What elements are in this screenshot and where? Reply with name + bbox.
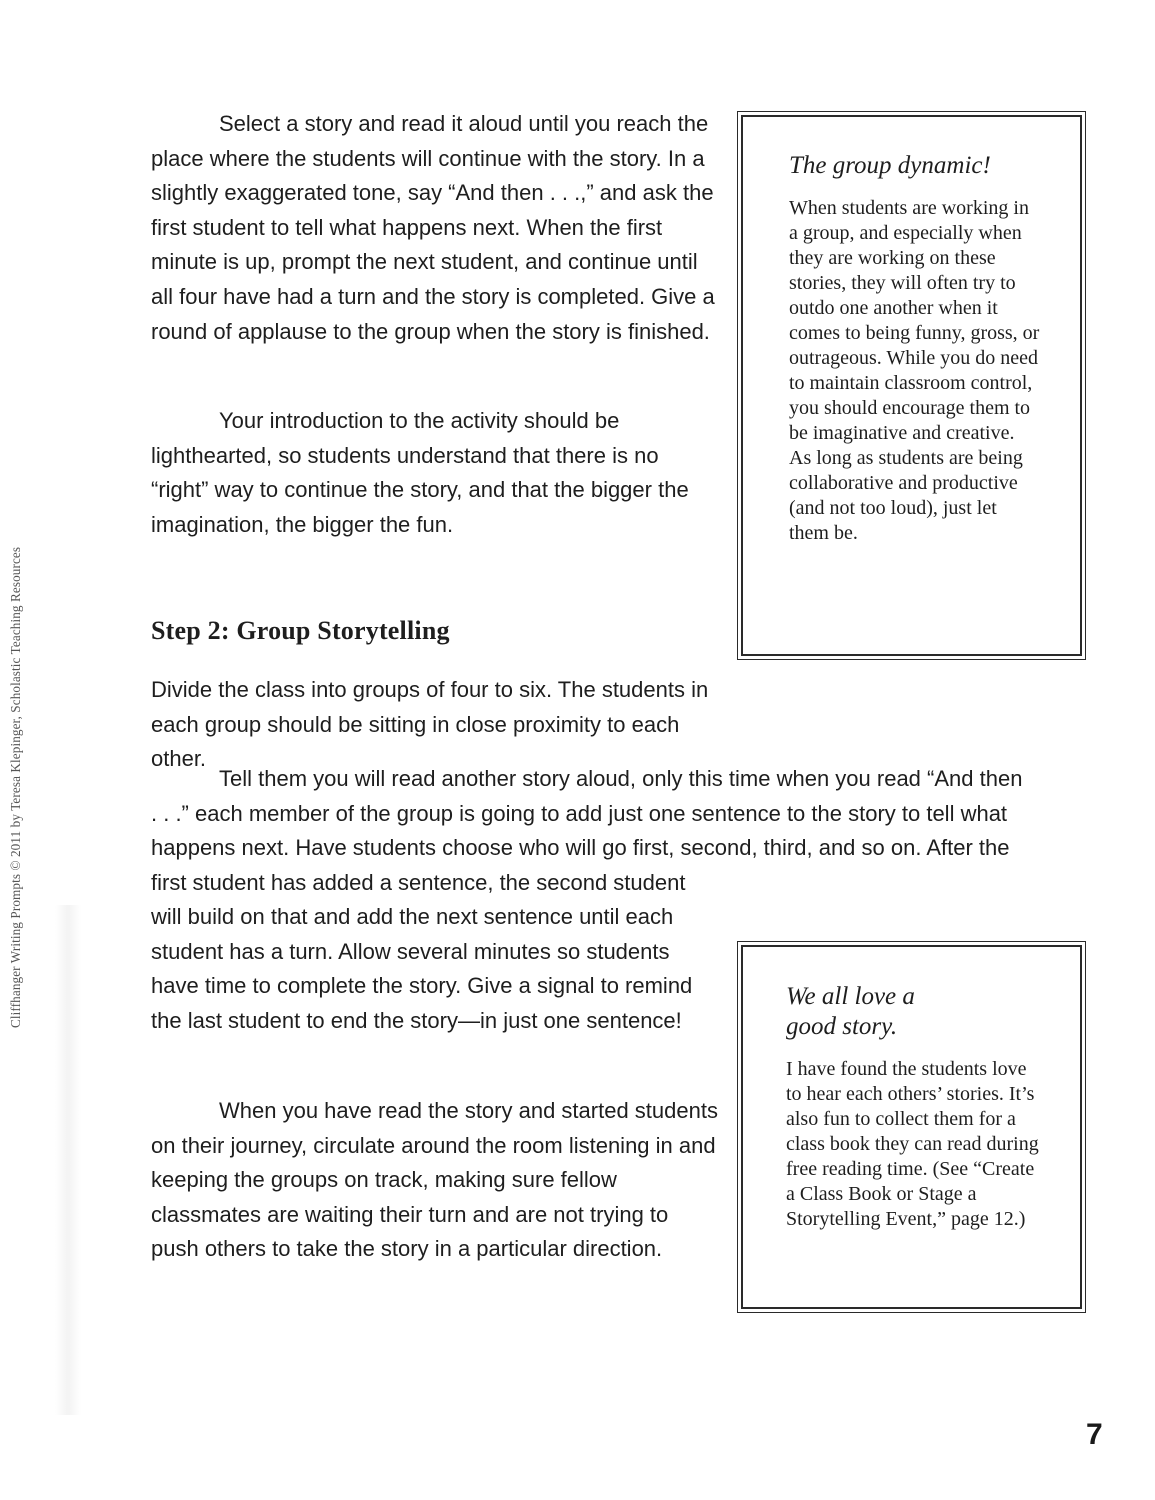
- paragraph-divide-class-text: Divide the class into groups of four to six. The students in each group should be sitting in close proximity to each other.: [151, 677, 709, 772]
- sidebar-group-dynamic: [741, 115, 1082, 656]
- paragraph-introduction: Your introduction to the activity should be lighthearted, so students understand that there is no “right” way to continue the story, and that the bigger the imagination, the bigger the fun.: [151, 408, 689, 537]
- page-edge-shadow: [55, 905, 81, 1415]
- sidebar-good-story-title: We all love a good story.: [786, 983, 915, 1040]
- sidebar-good-story-body: I have found the students love to hear each others’ stories. It’s also fun to collect them for a class book they can read during free reading time. (See “Create a Class Book or Stage a Storytelling Event,” page 12.): [786, 1058, 1039, 1230]
- sidebar-group-dynamic-body: When students are working in a group, and especially when they are working on these stories, they will often try to outdo one another when it comes to being funny, gross, or outrageous. While you do need to maintain classroom control, you should encourage them to be imaginative and creative. As long as students are being collaborative and productive (and not too loud), just let them be.: [789, 197, 1040, 544]
- page-number: 7: [1086, 1418, 1103, 1451]
- copyright-credit: Cliffhanger Writing Prompts © 2011 by Teresa Klepinger, Scholastic Teaching Resources: [8, 546, 23, 1028]
- paragraph-select-story: Select a story and read it aloud until you reach the place where the students will continue with the story. In a slightly exaggerated tone, say “And then . . .,” and ask the first student to tell what happens next. When the first minute is up, prompt the next student, and continue until all four have had a turn and the story is completed. Give a round of applause to the group when the story is finished.: [151, 111, 715, 344]
- paragraph-read-another-story-narrow: will build on that and add the next sentence until each student has a turn. Allow several minutes so students have time to complete the story. Give a signal to remind the last student to end the story—in just one sentence!: [151, 904, 693, 1033]
- paragraph-circulate-room: When you have read the story and started students on their journey, circulate around the room listening in and keeping the groups on track, making sure fellow classmates are waiting their turn and are not trying to push others to take the story in a particular direction.: [151, 1098, 718, 1262]
- step-2-heading: Step 2: Group Storytelling: [151, 616, 450, 645]
- paragraph-read-another-story-wide: Tell them you will read another story aloud, only this time when you read “And then . . .” each member of the group is going to add just one sentence to the story to tell what happens next. Have students choose who will go first, second, third, and so on. After the first student has added a sentence, the second student: [151, 766, 1023, 895]
- sidebar-good-story: [741, 945, 1082, 1309]
- sidebar-group-dynamic-title: The group dynamic!: [789, 152, 991, 179]
